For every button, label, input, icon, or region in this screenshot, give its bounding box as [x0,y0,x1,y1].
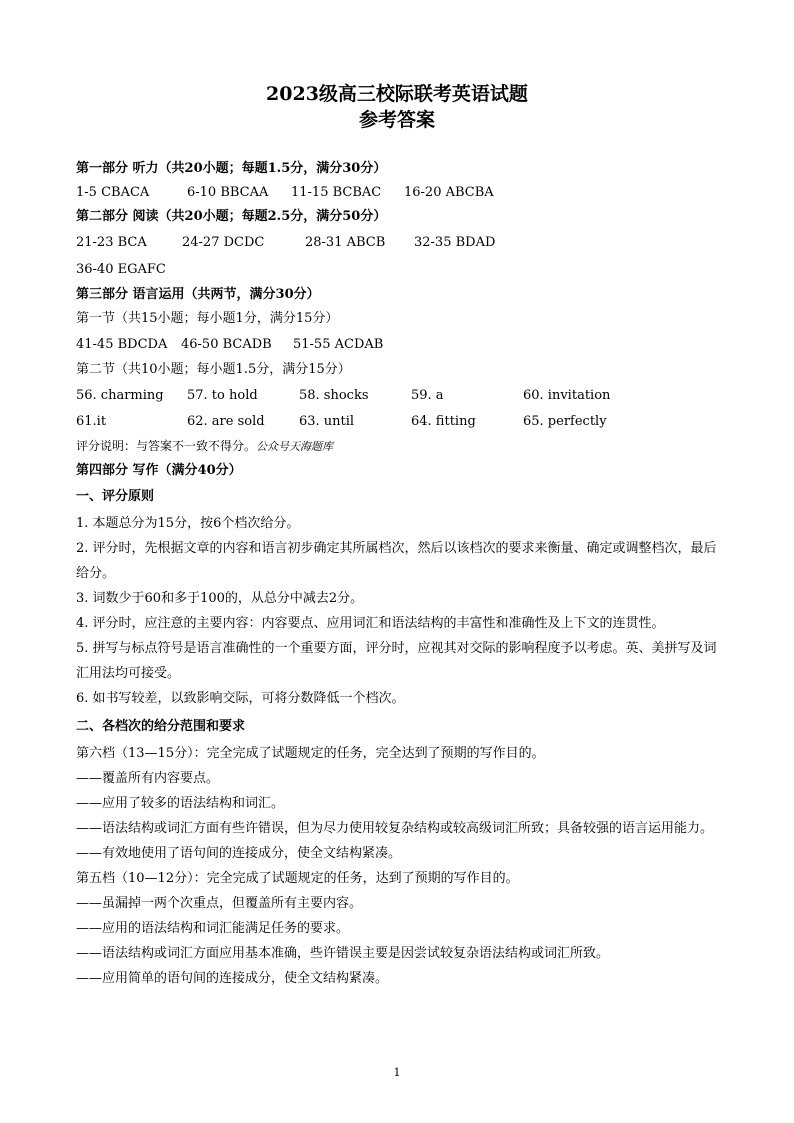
levels-heading: 二、各档次的给分范围和要求 [76,719,246,734]
scoring-note [76,437,333,456]
principle-item: 3. 词数少于60和多于100的，从总分中减去2分。 [76,591,364,606]
page-subtitle: 参考答案 [358,109,435,131]
fill-in-answer: 62. are sold [187,414,265,429]
level5-heading: 第五档（10—12分）：完全完成了试题规定的任务，达到了预期的写作目的。 [76,871,519,886]
part1-answer: 1-5 CBACA [76,185,150,200]
part3-section1-answer: 41-45 BDCDA [76,337,168,352]
principles-heading: 一、评分原则 [76,489,155,504]
part1-heading: 第一部分 听力（共20小题；每题1.5分，满分30分） [76,161,387,176]
fill-in-answer: 59. a [411,388,444,403]
fill-in-answer: 56. charming [76,388,164,403]
part2-heading: 第二部分 阅读（共20小题；每题2.5分，满分50分） [76,209,387,224]
fill-in-answer: 57. to hold [187,388,258,403]
fill-in-answer: 60. invitation [523,388,611,403]
part2-answer: 28-31 ABCB [305,235,386,250]
page-title: 2023级高三校际联考英语试题 [266,83,528,105]
source-watermark: 公众号天海题库 [256,440,334,453]
level6-item: ——应用了较多的语法结构和词汇。 [76,796,285,811]
principle-item: 5. 拼写与标点符号是语言准确性的一个重要方面，评分时，应视其对交际的影响程度予以考虑。英、美拼写及词汇用法均可接受。 [76,641,717,681]
fill-in-answer: 63. until [299,414,355,429]
part1-answer: 16-20 ABCBA [404,185,494,200]
part2-answer: 32-35 BDAD [414,235,496,250]
part3-section1-answer: 46-50 BCADB [181,337,272,352]
fill-in-answer: 58. shocks [299,388,369,403]
principle-item: 2. 评分时，先根据文章的内容和语言初步确定其所属档次，然后以该档次的要求来衡量、确定或调整档次，最后给分。 [76,541,717,581]
level5-item: ——虽漏掉一两个次重点，但覆盖所有主要内容。 [76,896,363,911]
level6-item: ——覆盖所有内容要点。 [76,771,220,786]
fill-in-answer: 65. perfectly [523,414,607,429]
fill-in-answer: 61.it [76,414,107,429]
fill-in-answer: 64. fitting [411,414,476,429]
level5-item: ——应用的语法结构和词汇能满足任务的要求。 [76,921,350,936]
level5-item: ——应用简单的语句间的连接成分，使全文结构紧凑。 [76,971,389,986]
level5-item: ——语法结构或词汇方面应用基本准确，些许错误主要是因尝试较复杂语法结构或词汇所致。 [76,946,610,961]
part3-heading: 第三部分 语言运用（共两节，满分30分） [76,287,320,302]
part1-answer: 11-15 BCBAC [291,185,382,200]
part3-section1-answer: 51-55 ACDAB [293,337,384,352]
principles-list [76,511,718,711]
part1-answer: 6-10 BBCAA [187,185,269,200]
principle-item: 1. 本题总分为15分，按6个档次给分。 [76,516,300,531]
principle-item: 4. 评分时，应注意的主要内容：内容要点、应用词汇和语法结构的丰富性和准确性及上下文的连贯性。 [76,616,665,631]
page-number: 1 [393,1066,401,1079]
part2-answer: 24-27 DCDC [182,235,265,250]
part3-section2-heading: 第二节（共10小题；每小题1.5分，满分15分） [76,362,351,377]
part4-heading: 第四部分 写作（满分40分） [76,463,242,478]
part2-answer: 21-23 BCA [76,235,147,250]
part3-section1-heading: 第一节（共15小题；每小题1分，满分15分） [76,311,339,326]
part2-answer: 36-40 EGAFC [76,262,166,277]
level6-heading: 第六档（13—15分）：完全完成了试题规定的任务，完全达到了预期的写作目的。 [76,746,545,761]
scoring-note-text: 评分说明：与答案不一致不得分。 [76,439,257,453]
level6-block [76,741,718,991]
level6-item: ——语法结构或词汇方面有些许错误，但为尽力使用较复杂结构或较高级词汇所致；具备较强的语言运用能力。 [76,821,714,836]
level6-item: ——有效地使用了语句间的连接成分，使全文结构紧凑。 [76,846,402,861]
principle-item: 6. 如书写较差，以致影响交际，可将分数降低一个档次。 [76,691,405,706]
